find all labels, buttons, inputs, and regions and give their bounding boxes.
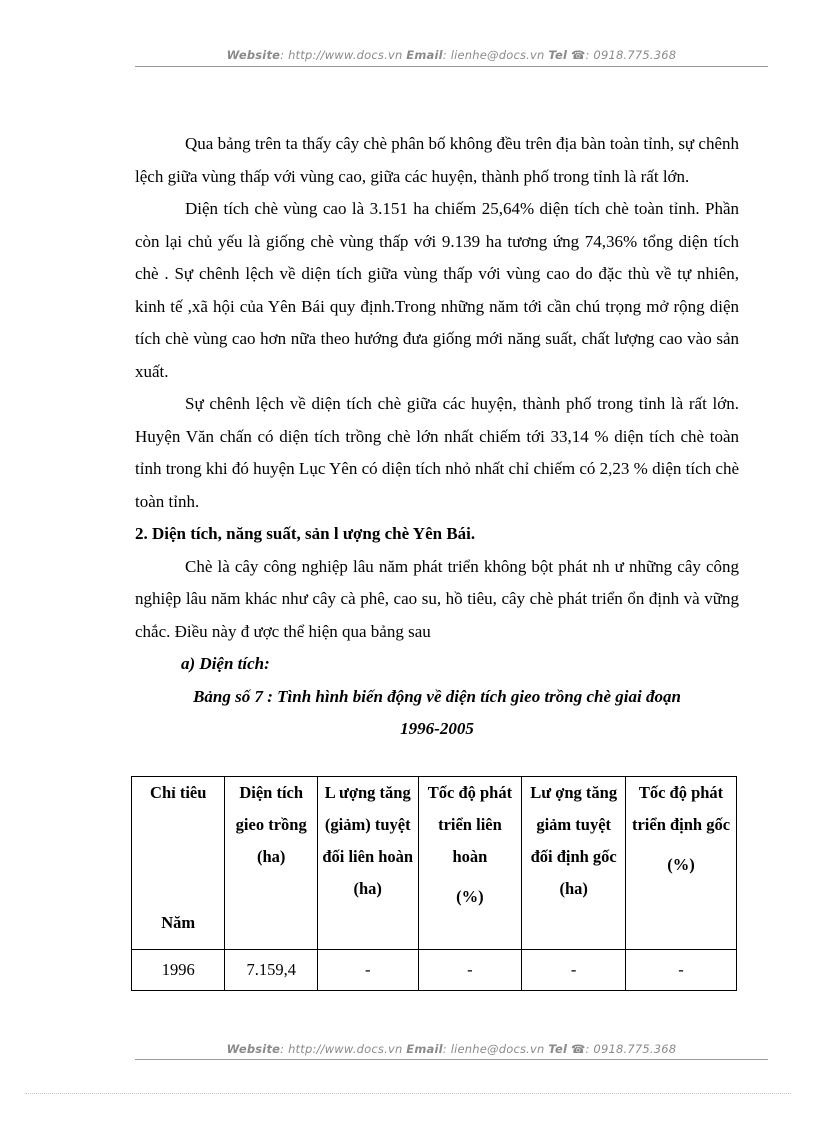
header-indicator: Chỉ tiêu xyxy=(150,783,207,802)
page-edge-divider xyxy=(25,1093,791,1094)
footer-website-value[interactable]: : http://www.docs.vn xyxy=(280,1042,403,1056)
paragraph-3: Sự chênh lệch về diện tích chè giữa các huyện, thành phố trong tỉnh là rất lớn. Huyện Văn chấn có diện tích trồng chè lớn nhất chiếm tới 33,14 % diện tích chè toàn tỉnh trong khi đó huyện Lục Yên có diện tích nhỏ nhất chỉ chiếm có 2,23 % diện tích chè toàn tỉnh. xyxy=(135,394,739,511)
paragraph-4: Chè là cây công nghiệp lâu năm phát triển không bột phát nh ư những cây công nghiệp lâu năm khác như cây cà phê, cao su, hồ tiêu, cây chè phát triển ổn định và vững chắc. Điều này đ ược thể hiện qua bảng sau xyxy=(135,556,739,641)
table-title-line-2: 1996-2005 xyxy=(400,719,474,738)
cell-abs-change-chain: - xyxy=(317,950,418,991)
page-footer xyxy=(135,1042,768,1056)
tel-label: Tel xyxy=(548,48,568,62)
header-abs-change-base: Lư ợng tăng giảm tuyệt đối định gốc (ha) xyxy=(522,777,626,950)
header-growth-rate-base xyxy=(626,777,737,950)
table-row xyxy=(132,950,737,991)
footer-email-value[interactable]: : lienhe@docs.vn xyxy=(442,1042,545,1056)
phone-icon: ☎ xyxy=(570,1042,586,1056)
cell-growth-rate-base: - xyxy=(626,950,737,991)
cell-abs-change-base: - xyxy=(522,950,626,991)
email-value[interactable]: : lienhe@docs.vn xyxy=(442,48,545,62)
footer-rule xyxy=(135,1059,768,1060)
header-rule xyxy=(135,66,768,67)
header-growth-rate-chain-unit: (%) xyxy=(456,887,484,906)
phone-icon: ☎ xyxy=(570,48,586,62)
paragraph-2: Diện tích chè vùng cao là 3.151 ha chiếm 25,64% diện tích chè toàn tỉnh. Phần còn lại chủ yếu là giống chè vùng thấp với 9.139 ha tương ứng 74,36% tổng diện tích chè . Sự chênh lệch về diện tích giữa vùng thấp với vùng cao do đặc thù về tự nhiên, kinh tế ,xã hội của Yên Bái quy định.Trong những năm tới cần chú trọng mở rộng diện tích chè vùng cao hơn nữa theo hướng đưa giống mới năng suất, chất lượng cao vào sản xuất. xyxy=(135,199,739,381)
footer-website-label: Website xyxy=(226,1042,281,1056)
area-table xyxy=(131,776,737,991)
website-value[interactable]: : http://www.docs.vn xyxy=(280,48,403,62)
footer-email-label: Email xyxy=(406,1042,443,1056)
header-abs-change-chain: L ượng tăng (giảm) tuyệt đối liên hoàn (ha) xyxy=(317,777,418,950)
cell-growth-rate-chain: - xyxy=(418,950,522,991)
table-header-row xyxy=(132,777,737,950)
page-header xyxy=(135,48,768,62)
header-indicator-year xyxy=(132,777,225,950)
footer-tel-value: : 0918.775.368 xyxy=(585,1042,677,1056)
tel-value: : 0918.775.368 xyxy=(585,48,677,62)
header-year: Năm xyxy=(161,913,196,932)
subheading-area: a) Diện tích: xyxy=(181,654,270,673)
header-growth-rate-base-label: Tốc độ phát triển định gốc xyxy=(631,783,731,834)
footer-tel-label: Tel xyxy=(548,1042,568,1056)
table-title-line-1: Bảng số 7 : Tình hình biến động về diện tích gieo trồng chè giai đoạn xyxy=(193,686,681,706)
website-label: Website xyxy=(226,48,281,62)
document-body xyxy=(135,128,739,746)
paragraph-1: Qua bảng trên ta thấy cây chè phân bố không đều trên địa bàn toàn tỉnh, sự chênh lệch giữa vùng thấp với vùng cao, giữa các huyện, thành phố trong tỉnh là rất lớn. xyxy=(135,134,739,186)
cell-area: 7.159,4 xyxy=(225,950,317,991)
header-growth-rate-base-unit: (%) xyxy=(667,855,695,874)
section-heading: 2. Diện tích, năng suất, sản l ượng chè Yên Bái. xyxy=(135,524,476,543)
cell-year: 1996 xyxy=(132,950,225,991)
email-label: Email xyxy=(406,48,443,62)
header-growth-rate-chain-label: Tốc độ phát triển liên hoàn xyxy=(427,783,513,866)
header-area: Diện tích gieo trồng (ha) xyxy=(225,777,317,950)
header-growth-rate-chain xyxy=(418,777,522,950)
